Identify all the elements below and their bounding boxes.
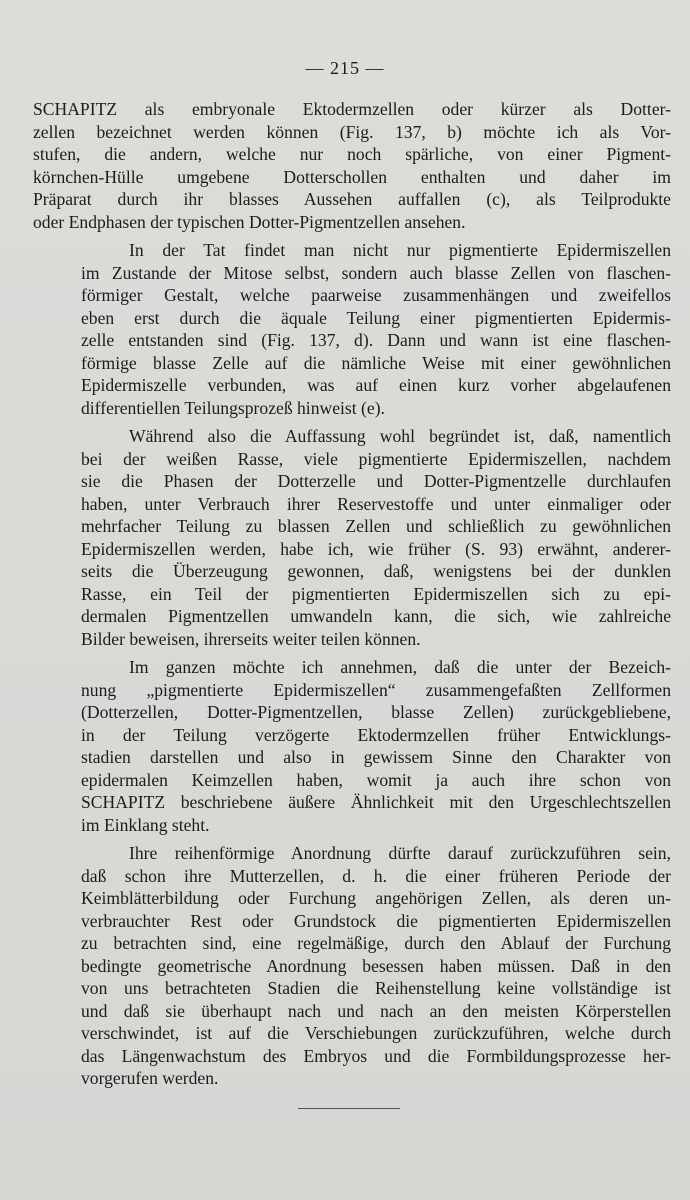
text-line: Während also die Auffassung wohl begründet ist, daß, namentlich xyxy=(129,426,671,446)
text-line: zellen bezeichnet werden können (Fig. 137, b) möchte ich als Vor- xyxy=(33,121,671,142)
text-line: Bilder beweisen, ihrerseits weiter teilen können. xyxy=(81,628,421,649)
text-line: bedingte geometrische Anordnung besessen haben müssen. Daß in den xyxy=(81,955,671,976)
text-line: das Längenwachstum des Embryos und die Formbildungsprozesse her- xyxy=(81,1045,671,1066)
text-line: Ihre reihenförmige Anordnung dürfte darauf zurückzuführen sein, xyxy=(129,843,671,863)
text-line: Epidermiszelle verbunden, was auf einen kurz vorher abgelaufenen xyxy=(81,375,671,395)
paragraph-5 xyxy=(33,842,671,1090)
text-line: eben erst durch die äquale Teilung einer pigmentierten Epidermis- xyxy=(81,307,671,328)
text-line: und daß sie überhaupt nach und nach an den meisten Körperstellen xyxy=(81,1000,671,1021)
text-line: Keimblätterbildung oder Furchung angehörigen Zellen, als deren un- xyxy=(81,888,671,908)
text-line: Epidermiszellen werden, habe ich, wie früher (S. 93) erwähnt, anderer- xyxy=(81,538,671,559)
text-line: zu betrachten sind, eine regelmäßige, durch den Ablauf der Furchung xyxy=(81,933,671,953)
text-line: Präparat durch ihr blasses Aussehen auffallen (c), als Teilprodukte xyxy=(33,189,671,209)
text-line: stadien darstellen und also in gewissem Sinne den Charakter von xyxy=(81,747,671,767)
text-line: In der Tat findet man nicht nur pigmentierte Epidermiszellen xyxy=(129,240,671,260)
text-line: oder Endphasen der typischen Dotter-Pigmentzellen ansehen. xyxy=(33,211,466,232)
closing-rule xyxy=(298,1108,400,1109)
text-line: bei der weißen Rasse, viele pigmentierte Epidermiszellen, nachdem xyxy=(81,448,671,469)
text-line: Im ganzen möchte ich annehmen, daß die unter der Bezeich- xyxy=(129,657,671,677)
text-line: förmige blasse Zelle auf die nämliche Weise mit einer gewöhnlichen xyxy=(81,352,671,373)
text-line: förmiger Gestalt, welche paarweise zusammenhängen und zweifellos xyxy=(81,285,671,305)
text-line: nung „pigmentierte Epidermiszellen“ zusammengefaßten Zellformen xyxy=(81,679,671,700)
text-line: daß schon ihre Mutterzellen, d. h. die einer früheren Periode der xyxy=(81,865,671,886)
page-number: — 215 — xyxy=(305,58,385,78)
text-line: verschwindet, ist auf die Verschiebungen zurückzuführen, welche durch xyxy=(81,1023,671,1043)
text-line: vorgerufen werden. xyxy=(81,1068,219,1088)
paragraph-3 xyxy=(33,425,671,650)
text-line: haben, unter Verbrauch ihrer Reservestoffe und unter einmaliger oder xyxy=(81,493,671,514)
text-line: (Dotterzellen, Dotter-Pigmentzellen, blasse Zellen) zurückgebliebene, xyxy=(81,702,671,722)
text-line: stufen, die andern, welche nur noch spärliche, von einer Pigment- xyxy=(33,144,671,164)
body-text xyxy=(33,98,671,1090)
paragraph-1 xyxy=(33,98,671,233)
paragraph-4 xyxy=(33,656,671,836)
text-line: im Einklang steht. xyxy=(81,814,210,835)
text-line: zelle entstanden sind (Fig. 137, d). Dann und wann ist eine flaschen- xyxy=(81,330,671,350)
text-line: verbrauchter Rest oder Grundstock die pigmentierten Epidermiszellen xyxy=(81,910,671,931)
text-line: in der Teilung verzögerte Ektodermzellen früher Entwicklungs- xyxy=(81,724,671,745)
text-line: mehrfacher Teilung zu blassen Zellen und schließlich zu gewöhnlichen xyxy=(81,516,671,536)
text-line: körnchen-Hülle umgebene Dotterschollen enthalten und daher im xyxy=(33,166,671,187)
text-line: differentiellen Teilungsprozeß hinweist (e). xyxy=(81,397,385,418)
paragraph-2 xyxy=(33,239,671,419)
text-line: SCHAPITZ beschriebene äußere Ähnlichkeit mit den Urgeschlechtszellen xyxy=(81,792,671,812)
text-line: SCHAPITZ als embryonale Ektodermzellen oder kürzer als Dotter- xyxy=(33,99,671,119)
text-line: epidermalen Keimzellen haben, womit ja auch ihre schon von xyxy=(81,769,671,790)
text-line: von uns betrachteten Stadien die Reihenstellung keine vollständige ist xyxy=(81,978,671,998)
text-line: seits die Überzeugung gewonnen, daß, wenigstens bei der dunklen xyxy=(81,561,671,581)
text-line: Rasse, ein Teil der pigmentierten Epidermiszellen sich zu epi- xyxy=(81,583,671,604)
text-line: dermalen Pigmentzellen umwandeln kann, die sich, wie zahlreiche xyxy=(81,606,671,626)
text-line: sie die Phasen der Dotterzelle und Dotter-Pigmentzelle durchlaufen xyxy=(81,471,671,491)
text-line: im Zustande der Mitose selbst, sondern auch blasse Zellen von flaschen- xyxy=(81,262,671,283)
